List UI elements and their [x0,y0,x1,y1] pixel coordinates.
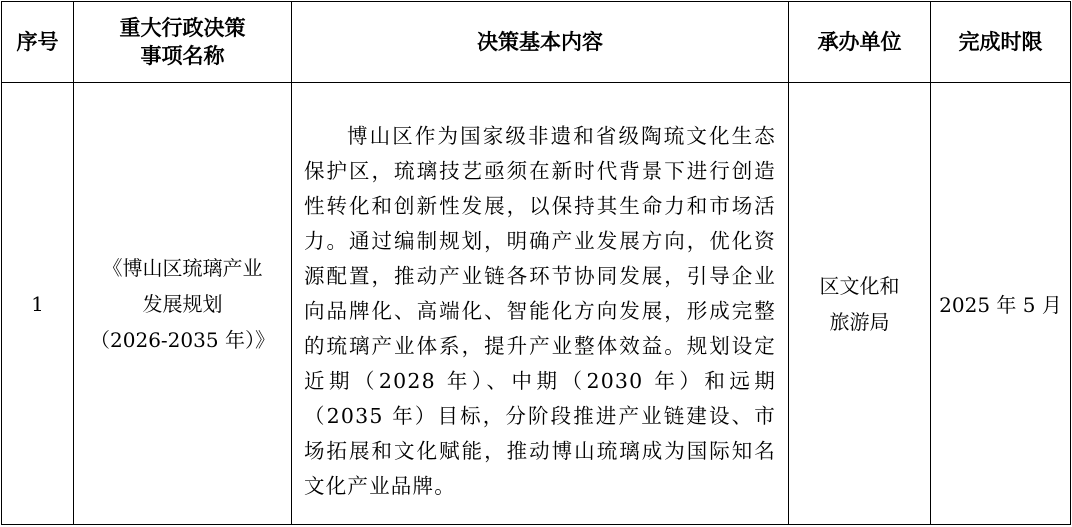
row-unit [789,83,931,525]
row-name [74,83,292,525]
row-content [292,83,789,525]
row-deadline: 2025 年 5 月 [931,83,1071,525]
header-content: 决策基本内容 [292,2,789,83]
header-unit: 承办单位 [789,2,931,83]
header-name-line2: 事项名称 [140,44,225,68]
row-content-text: 博山区作为国家级非遗和省级陶琉文化生态保护区，琉璃技艺亟须在新时代背景下进行创造性转化和创新性发展，以保持其生命力和市场活力。通过编制规划，明确产业发展方向，优化资源配置，推动产业链各环节协同发展，引导企业向品牌化、高端化、智能化方向发展，形成完整的琉璃产业体系，提升产业整体效益。规划设定近期（2028 年）、中期（2030 年）和远期（2035 年）目标，分阶段推进产业链建设、市场拓展和文化赋能，推动博山琉璃成为国际知名文化产业品牌。 [304,124,776,498]
header-index: 序号 [2,2,74,83]
decision-table [1,1,1071,525]
row-index: 1 [2,83,74,525]
header-name-line1: 重大行政决策 [119,16,246,40]
row-unit-line1: 区文化和 [819,273,900,298]
header-name [74,2,292,83]
row-unit-line2: 旅游局 [829,309,890,334]
row-name-line3: （2026-2035 年）》 [90,327,275,352]
row-name-line1: 《博山区琉璃产业 [102,255,263,280]
table-row [2,83,1071,525]
row-name-line2: 发展规划 [142,291,223,316]
header-deadline: 完成时限 [931,2,1071,83]
table-header-row [2,2,1071,83]
